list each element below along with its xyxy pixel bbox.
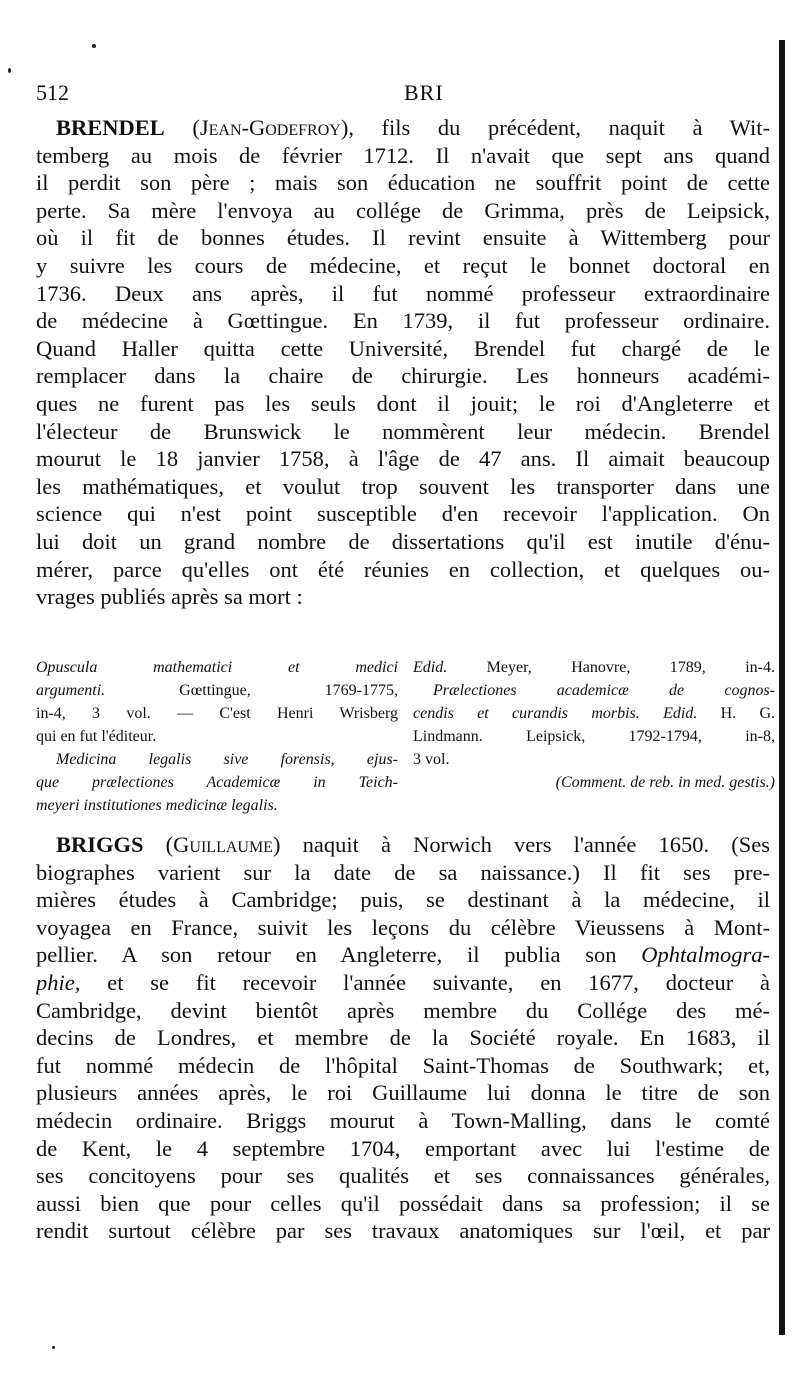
text-line: BRENDEL (Jean-Godefroy), fils du précédent, naquit à Wit- <box>56 115 770 140</box>
works-list <box>36 656 775 826</box>
text-line: il perdit son père ; mais son éducation ne souffrit point de cette <box>36 170 770 196</box>
text-line: science qui n'est point susceptible d'en recevoir l'application. On <box>36 501 770 527</box>
work-line: qui en fut l'éditeur. <box>36 728 157 745</box>
text-line: rendit surtout célèbre par ses travaux anatomiques sur l'œil, et par <box>36 1218 770 1244</box>
text-line: 1736. Deux ans après, il fut nommé professeur extraordinaire <box>36 280 770 306</box>
page-number: 512 <box>36 80 69 105</box>
text-line: y suivre les cours de médecine, et reçut le bonnet doctoral en <box>36 252 770 278</box>
text-line: Quand Haller quitta cette Université, Brendel fut chargé de le <box>36 335 770 361</box>
text-line: médecin ordinaire. Briggs mourut à Town-Malling, dans le comté <box>36 1107 770 1133</box>
text-line: aussi bien que pour celles qu'il possédait dans sa profession; il se <box>36 1190 770 1216</box>
entry-first-names: Guillaume <box>173 832 273 857</box>
text-line: Cambridge, devint bientôt après membre du Collége des mé- <box>36 997 770 1023</box>
text-line: plusieurs années après, le roi Guillaume lui donna le titre de son <box>36 1080 770 1106</box>
work-line: Lindmann. Leipsick, 1792-1794, in-8, <box>413 728 775 745</box>
work-line: Edid. Meyer, Hanovre, 1789, in-4. <box>413 659 775 676</box>
works-column-left <box>36 656 398 817</box>
ink-speck <box>8 68 11 73</box>
text-line: de médecine à Gœttingue. En 1739, il fut professeur ordinaire. <box>36 308 770 334</box>
text-line: BRIGGS (Guillaume) naquit à Norwich vers l'année 1650. (Ses <box>56 832 770 857</box>
text-line: mérer, parce qu'elles ont été réunies en collection, et quelques ou- <box>36 556 770 582</box>
work-line: que prælectiones Academicæ in Teich- <box>36 774 398 791</box>
text-line: vrages publiés après sa mort : <box>36 584 303 610</box>
book-title: phie, <box>36 969 81 995</box>
work-line: meyeri institutiones medicinæ legalis. <box>36 797 278 814</box>
text-line: mières études à Cambridge; puis, se destinant à la médecine, il <box>36 887 770 913</box>
work-line: in-4, 3 vol. — C'est Henri Wrisberg <box>36 705 398 722</box>
text-line: ques ne furent pas les seuls dont il jouit; le roi d'Angleterre et <box>36 390 770 416</box>
text-line: pellier. A son retour en Angleterre, il publia son Ophtalmogra- <box>36 942 770 968</box>
work-line: cendis et curandis morbis. Edid. H. G. <box>413 705 775 722</box>
ink-speck <box>92 44 96 48</box>
book-title: Ophtalmogra- <box>641 942 770 968</box>
text-line: phie, et se fit recevoir l'année suivante, en 1677, docteur à <box>36 969 770 995</box>
text-line: les mathématiques, et voulut trop souvent les transporter dans une <box>36 473 770 499</box>
text-line: de Kent, le 4 septembre 1704, emportant avec lui l'estime de <box>36 1135 770 1161</box>
work-line: argumenti. Gœttingue, 1769-1775, <box>36 682 398 699</box>
text-line: temberg au mois de février 1712. Il n'avait que sept ans quand <box>36 142 770 168</box>
text-line: biographes varient sur la date de sa naissance.) Il fit ses pre- <box>36 859 770 885</box>
entry-brendel <box>36 114 770 611</box>
entry-first-names: Jean-Godefroy <box>199 115 341 140</box>
text-line: où il fit de bonnes études. Il revint ensuite à Wittemberg pour <box>36 225 770 251</box>
text-line: lui doit un grand nombre de dissertations qu'il est inutile d'énu- <box>36 528 770 554</box>
work-line-source: (Comment. de reb. in med. gestis.) <box>555 774 775 791</box>
text-line: decins de Londres, et membre de la Société royale. En 1683, il <box>36 1025 770 1051</box>
entry-name: BRENDEL <box>56 115 165 140</box>
text-line: remplacer dans la chaire de chirurgie. Les honneurs académi- <box>36 363 770 389</box>
entry-name: BRIGGS <box>56 832 144 857</box>
page-edge-shadow <box>779 40 785 1335</box>
page-header <box>36 80 766 110</box>
ink-speck <box>52 1346 55 1349</box>
text-line: perte. Sa mère l'envoya au collége de Grimma, près de Leipsick, <box>36 197 770 223</box>
text-line: voyagea en France, suivit les leçons du célèbre Vieussens à Mont- <box>36 914 770 940</box>
text-line: fut nommé médecin de l'hôpital Saint-Thomas de Southwark; et, <box>36 1052 770 1078</box>
work-line: Prælectiones academicæ de cognos- <box>433 682 775 699</box>
work-line: 3 vol. <box>413 751 450 768</box>
text-line: ses concitoyens pour ses qualités et ses connaissances générales, <box>36 1163 770 1189</box>
works-column-right <box>413 656 775 794</box>
text-line: mourut le 18 janvier 1758, à l'âge de 47 ans. Il aimait beaucoup <box>36 446 770 472</box>
running-head: BRI <box>404 80 444 105</box>
work-line: Medicina legalis sive forensis, ejus- <box>56 751 398 768</box>
work-line: Opuscula mathematici et medici <box>36 659 398 676</box>
entry-briggs <box>36 831 770 1245</box>
text-line: l'électeur de Brunswick le nommèrent leur médecin. Brendel <box>36 418 770 444</box>
